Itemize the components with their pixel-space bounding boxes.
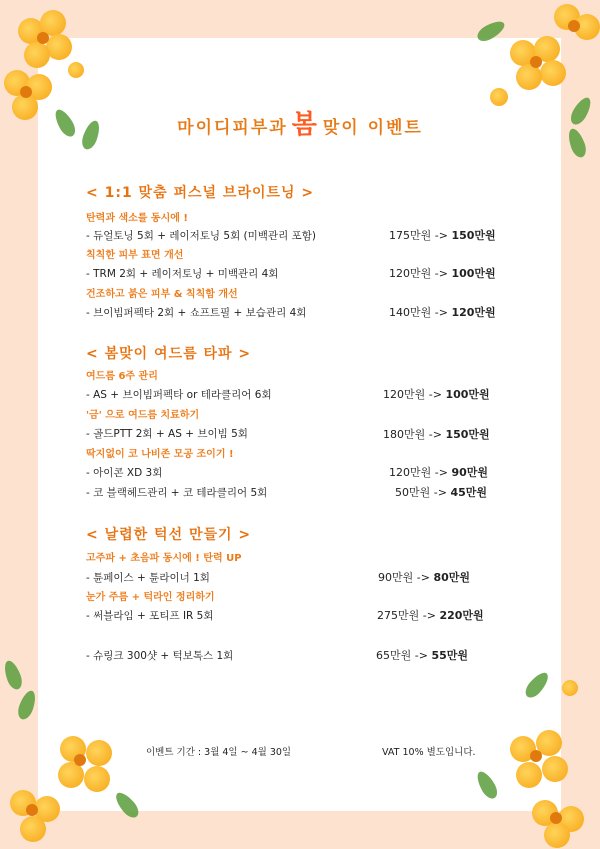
section-subheading: 딱지없이 코 나비존 모공 조이기 ! (86, 449, 234, 460)
price-original: 120만원 (389, 466, 432, 479)
price-row (378, 569, 470, 585)
price-row (383, 386, 490, 402)
price-discount: 220만원 (439, 609, 484, 622)
price-discount: 150만원 (445, 428, 490, 441)
price-arrow: -> (428, 428, 442, 441)
price-row (377, 607, 484, 623)
price-row (383, 426, 490, 442)
price-arrow: -> (422, 609, 436, 622)
flower-decoration-bottom-left (0, 640, 140, 849)
vat-notice: VAT 10% 별도입니다. (382, 747, 476, 758)
price-arrow: -> (434, 466, 448, 479)
price-discount: 120만원 (451, 306, 496, 319)
treatment-item: - 코 블랙헤드관리 + 코 테라클리어 5회 (86, 487, 268, 499)
price-original: 120만원 (383, 388, 426, 401)
price-original: 65만원 (376, 649, 412, 662)
price-arrow: -> (434, 306, 448, 319)
section-heading-brightening: < 1:1 맞춤 퍼스널 브라이트닝 > (86, 185, 315, 201)
price-original: 175만원 (389, 229, 432, 242)
price-discount: 55만원 (431, 649, 468, 662)
price-row (389, 265, 496, 281)
flower-decoration-top-right (470, 0, 600, 170)
price-arrow: -> (434, 267, 448, 280)
price-discount: 100만원 (445, 388, 490, 401)
title-prefix: 마이디피부과 (177, 118, 288, 138)
section-subheading: 칙칙한 피부 표면 개선 (86, 250, 184, 261)
price-original: 90만원 (378, 571, 414, 584)
price-row (376, 647, 468, 663)
section-heading-acne: < 봄맞이 여드름 타파 > (86, 346, 252, 362)
section-subheading: 여드름 6주 관리 (86, 371, 158, 382)
price-original: 120만원 (389, 267, 432, 280)
treatment-item: - 아이콘 XD 3회 (86, 467, 163, 479)
price-original: 140만원 (389, 306, 432, 319)
treatment-item: - TRM 2회 + 레이저토닝 + 미백관리 4회 (86, 268, 279, 280)
section-heading-jawline: < 날렵한 턱선 만들기 > (86, 527, 252, 543)
price-arrow: -> (416, 571, 430, 584)
section-subheading: '금' 으로 여드름 치료하기 (86, 410, 200, 421)
price-arrow: -> (414, 649, 428, 662)
section-subheading: 탄력과 색소를 동시에 ! (86, 213, 188, 224)
price-arrow: -> (433, 486, 447, 499)
treatment-item: - 골드PTT 2회 + AS + 브이빔 5회 (86, 428, 248, 440)
title-suffix: 맞이 이벤트 (322, 118, 423, 138)
price-original: 180만원 (383, 428, 426, 441)
flower-decoration-bottom-right (470, 650, 600, 849)
event-period: 이벤트 기간 : 3월 4일 ~ 4월 30일 (146, 747, 292, 758)
treatment-item: - 슈링크 300샷 + 턱보톡스 1회 (86, 650, 234, 662)
page-title (0, 104, 600, 141)
price-arrow: -> (428, 388, 442, 401)
price-original: 275만원 (377, 609, 420, 622)
price-row (389, 304, 496, 320)
price-discount: 80만원 (433, 571, 470, 584)
price-discount: 100만원 (451, 267, 496, 280)
title-emphasis: 봄 (291, 110, 319, 140)
price-discount: 45만원 (450, 486, 487, 499)
price-discount: 90만원 (451, 466, 488, 479)
section-subheading: 눈가 주름 + 턱라인 정리하기 (86, 592, 215, 603)
price-row (389, 227, 496, 243)
treatment-item: - 브이빔퍼펙타 2회 + 쇼프트필 + 보습관리 4회 (86, 307, 307, 319)
price-arrow: -> (434, 229, 448, 242)
treatment-item: - 튠페이스 + 튠라이너 1회 (86, 572, 210, 584)
price-original: 50만원 (395, 486, 431, 499)
section-subheading: 건조하고 붉은 피부 & 칙칙함 개선 (86, 289, 238, 300)
price-discount: 150만원 (451, 229, 496, 242)
treatment-item: - 듀얼토닝 5회 + 레이저토닝 5회 (미백관리 포함) (86, 230, 316, 242)
treatment-item: - 써블라임 + 포티프 IR 5회 (86, 610, 214, 622)
price-row (395, 484, 487, 500)
price-row (389, 464, 488, 480)
treatment-item: - AS + 브이빔퍼펙타 or 테라클리어 6회 (86, 389, 272, 401)
section-subheading: 고주파 + 초음파 동시에 ! 탄력 UP (86, 553, 242, 564)
